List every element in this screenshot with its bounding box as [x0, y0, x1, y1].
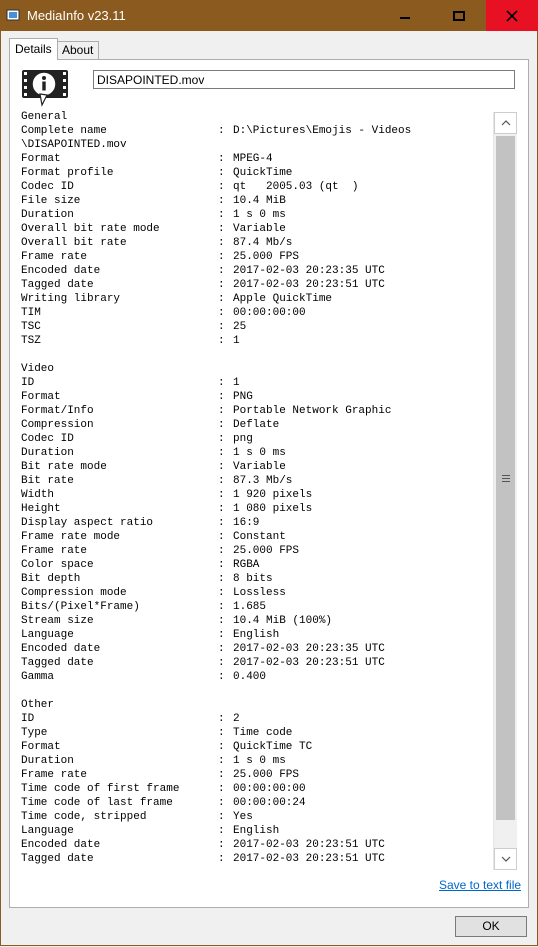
- info-separator: :: [218, 307, 225, 319]
- info-row: [21, 208, 491, 222]
- info-key: Bit rate: [21, 475, 74, 487]
- info-value: Variable: [233, 461, 286, 473]
- info-row: [21, 838, 491, 852]
- section-title: Video: [21, 363, 55, 375]
- info-key: Format/Info: [21, 405, 94, 417]
- info-separator: :: [218, 853, 225, 865]
- info-separator: :: [218, 769, 225, 781]
- info-row: [21, 264, 491, 278]
- info-row: [21, 222, 491, 236]
- info-row: [21, 740, 491, 754]
- info-key: Color space: [21, 559, 94, 571]
- info-key: Stream size: [21, 615, 94, 627]
- info-key: Height: [21, 503, 61, 515]
- info-separator: :: [218, 279, 225, 291]
- section-title: General: [21, 111, 68, 123]
- info-value: MPEG-4: [233, 153, 273, 165]
- info-row: [21, 558, 491, 572]
- info-row: [21, 376, 491, 390]
- info-value: Variable: [233, 223, 286, 235]
- info-separator: :: [218, 293, 225, 305]
- info-key: Language: [21, 825, 74, 837]
- info-row: [21, 586, 491, 600]
- info-row: [21, 614, 491, 628]
- info-key: Frame rate: [21, 769, 88, 781]
- info-key: Compression: [21, 419, 94, 431]
- info-row: [21, 390, 491, 404]
- info-key: Language: [21, 629, 74, 641]
- info-value: 25.000 FPS: [233, 769, 300, 781]
- info-separator: :: [218, 797, 225, 809]
- info-value: RGBA: [233, 559, 260, 571]
- info-row: [21, 320, 491, 334]
- info-value: 0.400: [233, 671, 267, 683]
- info-key: Tagged date: [21, 657, 94, 669]
- info-key: Time code, stripped: [21, 811, 147, 823]
- info-key: TIM: [21, 307, 41, 319]
- info-row: [21, 460, 491, 474]
- info-key: Compression mode: [21, 587, 127, 599]
- info-row: [21, 236, 491, 250]
- info-row: [21, 250, 491, 264]
- info-key: Tagged date: [21, 279, 94, 291]
- info-row: [21, 278, 491, 292]
- info-key: Frame rate: [21, 545, 88, 557]
- info-row: [21, 502, 491, 516]
- info-key: Gamma: [21, 671, 55, 683]
- info-key: Bit depth: [21, 573, 81, 585]
- media-info-text[interactable]: [21, 110, 491, 870]
- info-value: Time code: [233, 727, 293, 739]
- info-separator: :: [218, 783, 225, 795]
- close-icon: [506, 10, 518, 22]
- info-value: 1: [233, 377, 240, 389]
- file-name-field[interactable]: DISAPOINTED.mov: [93, 70, 515, 89]
- info-key: Overall bit rate: [21, 237, 127, 249]
- info-value: 2017-02-03 20:23:35 UTC: [233, 643, 385, 655]
- info-value: English: [233, 825, 280, 837]
- info-row: [21, 572, 491, 586]
- info-separator: :: [218, 447, 225, 459]
- info-row: [21, 810, 491, 824]
- info-value: 16:9: [233, 517, 260, 529]
- info-key: Time code of first frame: [21, 783, 180, 795]
- info-key: Complete name: [21, 125, 107, 137]
- maximize-icon: [453, 11, 465, 21]
- info-key: Codec ID: [21, 181, 74, 193]
- info-key: Format: [21, 391, 61, 403]
- blank-line: [21, 684, 491, 698]
- info-value: 1.685: [233, 601, 267, 613]
- info-value: Deflate: [233, 419, 280, 431]
- info-separator: :: [218, 237, 225, 249]
- info-key: Bit rate mode: [21, 461, 107, 473]
- tab-details[interactable]: Details: [9, 38, 58, 60]
- info-value: QuickTime TC: [233, 741, 313, 753]
- info-row: [21, 124, 491, 138]
- info-key: Writing library: [21, 293, 121, 305]
- info-key: Encoded date: [21, 839, 101, 851]
- info-separator: :: [218, 195, 225, 207]
- info-separator: :: [218, 713, 225, 725]
- info-key: ID: [21, 377, 35, 389]
- info-value: 10.4 MiB (100%): [233, 615, 333, 627]
- info-row: [21, 768, 491, 782]
- info-value: 00:00:00:24: [233, 797, 306, 809]
- info-key: ID: [21, 713, 35, 725]
- info-row: [21, 726, 491, 740]
- info-key: Frame rate: [21, 251, 88, 263]
- info-separator: :: [218, 405, 225, 417]
- info-separator: :: [218, 545, 225, 557]
- ok-button[interactable]: OK: [455, 916, 527, 937]
- info-row: [21, 516, 491, 530]
- info-key: TSC: [21, 321, 41, 333]
- info-key: Width: [21, 489, 55, 501]
- info-key: Encoded date: [21, 265, 101, 277]
- scroll-up-button[interactable]: [494, 112, 517, 134]
- scroll-down-button[interactable]: [494, 848, 517, 870]
- info-value: 2017-02-03 20:23:51 UTC: [233, 279, 385, 291]
- info-value: 1 s 0 ms: [233, 209, 286, 221]
- info-row: [21, 824, 491, 838]
- info-row: [21, 306, 491, 320]
- info-value: 87.4 Mb/s: [233, 237, 293, 249]
- info-row: [21, 796, 491, 810]
- save-to-text-file-link[interactable]: Save to text file: [439, 878, 522, 892]
- info-value: 2017-02-03 20:23:51 UTC: [233, 853, 385, 865]
- info-key: Format: [21, 741, 61, 753]
- info-row: [21, 600, 491, 614]
- info-value: 25.000 FPS: [233, 251, 300, 263]
- vertical-scrollbar[interactable]: [493, 112, 517, 870]
- info-row: [21, 194, 491, 208]
- info-separator: :: [218, 657, 225, 669]
- info-row: [21, 166, 491, 180]
- info-value: 2: [233, 713, 240, 725]
- info-separator: :: [218, 251, 225, 263]
- info-separator: :: [218, 125, 225, 137]
- info-value: Portable Network Graphic: [233, 405, 392, 417]
- info-separator: :: [218, 433, 225, 445]
- window-title: MediaInfo v23.11: [27, 8, 126, 23]
- info-row: [21, 782, 491, 796]
- grip-icon: [502, 475, 510, 482]
- info-key: Duration: [21, 447, 74, 459]
- info-row: [21, 432, 491, 446]
- film-info-icon: [20, 67, 70, 107]
- info-key: Type: [21, 727, 48, 739]
- info-separator: :: [218, 587, 225, 599]
- info-value: 1 080 pixels: [233, 503, 313, 515]
- info-key: Duration: [21, 209, 74, 221]
- minimize-button[interactable]: [382, 0, 428, 31]
- info-key: Display aspect ratio: [21, 517, 154, 529]
- info-separator: :: [218, 629, 225, 641]
- info-value: 8 bits: [233, 573, 273, 585]
- info-separator: :: [218, 671, 225, 683]
- info-separator: :: [218, 475, 225, 487]
- info-key: Time code of last frame: [21, 797, 173, 809]
- info-value: 25.000 FPS: [233, 545, 300, 557]
- info-key: File size: [21, 195, 81, 207]
- chevron-down-icon: [501, 856, 511, 862]
- info-row: [21, 488, 491, 502]
- info-separator: :: [218, 461, 225, 473]
- info-separator: :: [218, 265, 225, 277]
- info-key: Overall bit rate mode: [21, 223, 160, 235]
- info-row: [21, 628, 491, 642]
- info-separator: :: [218, 419, 225, 431]
- info-row: [21, 446, 491, 460]
- info-row: [21, 474, 491, 488]
- info-separator: :: [218, 335, 225, 347]
- info-key: Tagged date: [21, 853, 94, 865]
- chevron-up-icon: [501, 120, 511, 126]
- info-value: D:\Pictures\Emojis - Videos: [233, 125, 412, 137]
- info-separator: :: [218, 321, 225, 333]
- info-row: [21, 852, 491, 866]
- info-row: [21, 530, 491, 544]
- info-key: Codec ID: [21, 433, 74, 445]
- info-separator: :: [218, 503, 225, 515]
- info-value: 1 s 0 ms: [233, 447, 286, 459]
- info-separator: :: [218, 839, 225, 851]
- info-value: 87.3 Mb/s: [233, 475, 293, 487]
- info-row: [21, 544, 491, 558]
- info-separator: :: [218, 741, 225, 753]
- info-row: [21, 292, 491, 306]
- info-value: 00:00:00:00: [233, 307, 306, 319]
- info-value-continuation: \DISAPOINTED.mov: [21, 139, 127, 151]
- info-row: [21, 334, 491, 348]
- info-separator: :: [218, 391, 225, 403]
- info-key: TSZ: [21, 335, 41, 347]
- info-value: 1 920 pixels: [233, 489, 313, 501]
- info-value: Apple QuickTime: [233, 293, 333, 305]
- info-value: 10.4 MiB: [233, 195, 286, 207]
- info-row: [21, 418, 491, 432]
- info-value: 2017-02-03 20:23:51 UTC: [233, 839, 385, 851]
- info-value: 25: [233, 321, 247, 333]
- info-key: Format: [21, 153, 61, 165]
- title-bar[interactable]: [0, 0, 538, 31]
- info-separator: :: [218, 531, 225, 543]
- tab-about[interactable]: About: [56, 41, 99, 59]
- info-key: Encoded date: [21, 643, 101, 655]
- info-value: 2017-02-03 20:23:35 UTC: [233, 265, 385, 277]
- info-separator: :: [218, 153, 225, 165]
- info-value: PNG: [233, 391, 253, 403]
- info-value: 1 s 0 ms: [233, 755, 286, 767]
- info-value: 1: [233, 335, 240, 347]
- info-separator: :: [218, 811, 225, 823]
- info-separator: :: [218, 559, 225, 571]
- info-row: [21, 712, 491, 726]
- info-row: [21, 656, 491, 670]
- info-key: Format profile: [21, 167, 114, 179]
- minimize-icon: [400, 11, 410, 21]
- info-separator: :: [218, 615, 225, 627]
- app-icon[interactable]: [6, 8, 20, 22]
- info-key: Bits/(Pixel*Frame): [21, 601, 140, 613]
- info-value: qt 2005.03 (qt ): [233, 181, 359, 193]
- info-value: Yes: [233, 811, 253, 823]
- info-row: [21, 642, 491, 656]
- info-value: English: [233, 629, 280, 641]
- scroll-thumb[interactable]: [496, 136, 515, 820]
- info-value: png: [233, 433, 253, 445]
- info-key: Frame rate mode: [21, 531, 121, 543]
- info-separator: :: [218, 755, 225, 767]
- info-value: Lossless: [233, 587, 286, 599]
- info-row: [21, 180, 491, 194]
- info-separator: :: [218, 601, 225, 613]
- info-separator: :: [218, 573, 225, 585]
- info-row: [21, 152, 491, 166]
- info-row: [21, 404, 491, 418]
- info-separator: :: [218, 223, 225, 235]
- section-title: Other: [21, 699, 55, 711]
- blank-line: [21, 348, 491, 362]
- info-value: 00:00:00:00: [233, 783, 306, 795]
- info-separator: :: [218, 489, 225, 501]
- info-separator: :: [218, 727, 225, 739]
- info-value: QuickTime: [233, 167, 293, 179]
- maximize-button[interactable]: [436, 0, 482, 31]
- info-row: [21, 754, 491, 768]
- info-value: Constant: [233, 531, 286, 543]
- info-separator: :: [218, 643, 225, 655]
- close-button[interactable]: [486, 0, 538, 31]
- info-separator: :: [218, 517, 225, 529]
- info-row: [21, 670, 491, 684]
- info-value: 2017-02-03 20:23:51 UTC: [233, 657, 385, 669]
- info-separator: :: [218, 209, 225, 221]
- info-separator: :: [218, 181, 225, 193]
- info-key: Duration: [21, 755, 74, 767]
- info-separator: :: [218, 825, 225, 837]
- info-separator: :: [218, 167, 225, 179]
- info-separator: :: [218, 377, 225, 389]
